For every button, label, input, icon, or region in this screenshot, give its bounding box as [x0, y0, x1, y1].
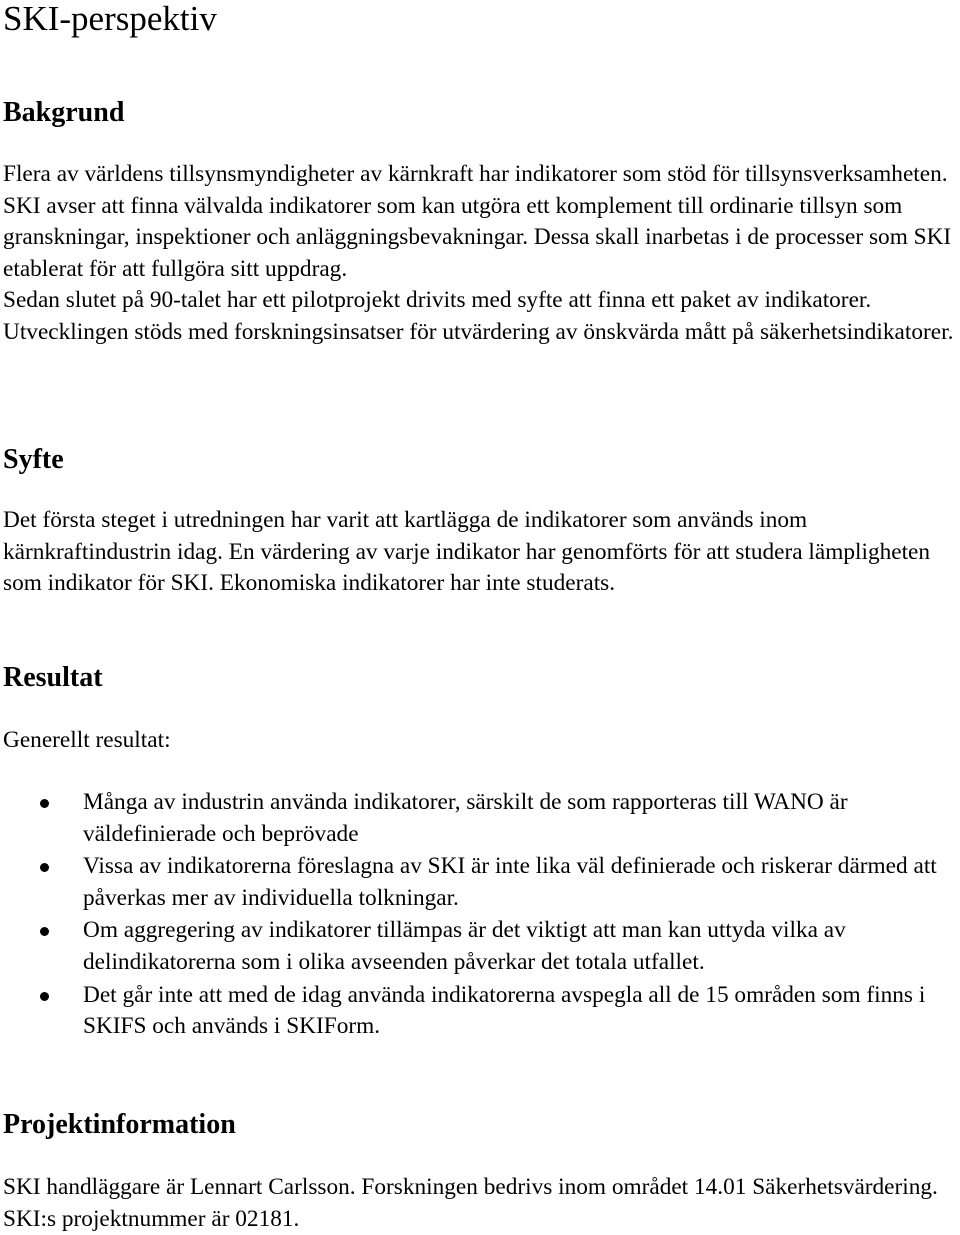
list-item [0, 787, 960, 850]
syfte-paragraph: Det första steget i utredningen har varit att kartlägga de indikatorer som används inom kärnkraftindustrin idag. En värdering av varje indikator har genomförts för att studera lämpligheten som indikator för SKI. Ekonomiska indikatorer har inte studerats. [3, 507, 931, 597]
bakgrund-paragraph-2: Sedan slutet på 90-talet har ett pilotprojekt drivits med syfte att finna ett paket av indikatorer. Utvecklingen stöds med forskningsinsatser för utvärdering av önskvärda mått på säkerhetsindikatorer. [3, 287, 954, 345]
bullet-icon [40, 992, 49, 1001]
heading-syfte: Syfte [3, 444, 64, 475]
bullet-icon [40, 863, 49, 872]
heading-bakgrund: Bakgrund [3, 97, 125, 128]
list-item-text: Vissa av indikatorerna föreslagna av SKI är inte lika väl definierade och riskerar därmed att påverkas mer av individuella tolkningar. [83, 853, 937, 911]
resultat-intro-text: Generellt resultat: [3, 727, 171, 753]
list-item [0, 851, 960, 914]
list-item-text: Det går inte att med de idag använda indikatorerna avspegla all de 15 områden som finns i SKIFS och används i SKIForm. [83, 981, 926, 1040]
list-item-text: Om aggregering av indikatorer tillämpas är det viktigt att man kan uttyda vilka av delindikatorerna som i olika avseenden påverkar det totala utfallet. [83, 917, 846, 975]
bullet-icon [40, 799, 49, 808]
list-item-text: Många av industrin använda indikatorer, särskilt de som rapporteras till WANO är väldefinierade och beprövade [83, 789, 848, 847]
bakgrund-text [3, 159, 958, 349]
resultat-bullet-list [0, 787, 960, 1044]
bullet-icon [40, 927, 49, 936]
syfte-text [3, 505, 958, 600]
bakgrund-paragraph-1: Flera av världens tillsynsmyndigheter av kärnkraft har indikatorer som stöd för tillsynsverksamheten. SKI avser att finna välvalda indikatorer som kan utgöra ett komplement till ordinarie tillsyn som granskningar, inspektioner och anläggningsbevakningar. Dessa skall inarbetas i de processer som SKI etablerat för att fullgöra sitt uppdrag. [3, 161, 952, 282]
projektinformation-text [3, 1172, 958, 1235]
heading-resultat: Resultat [3, 662, 103, 693]
heading-projektinformation: Projektinformation [3, 1109, 236, 1140]
document-title: SKI-perspektiv [3, 0, 217, 38]
resultat-intro [3, 725, 958, 757]
list-item [0, 915, 960, 978]
list-item [0, 980, 960, 1043]
projektinformation-paragraph: SKI handläggare är Lennart Carlsson. Forskningen bedrivs inom området 14.01 Säkerhetsvärdering. SKI:s projektnummer är 02181. [3, 1174, 938, 1232]
